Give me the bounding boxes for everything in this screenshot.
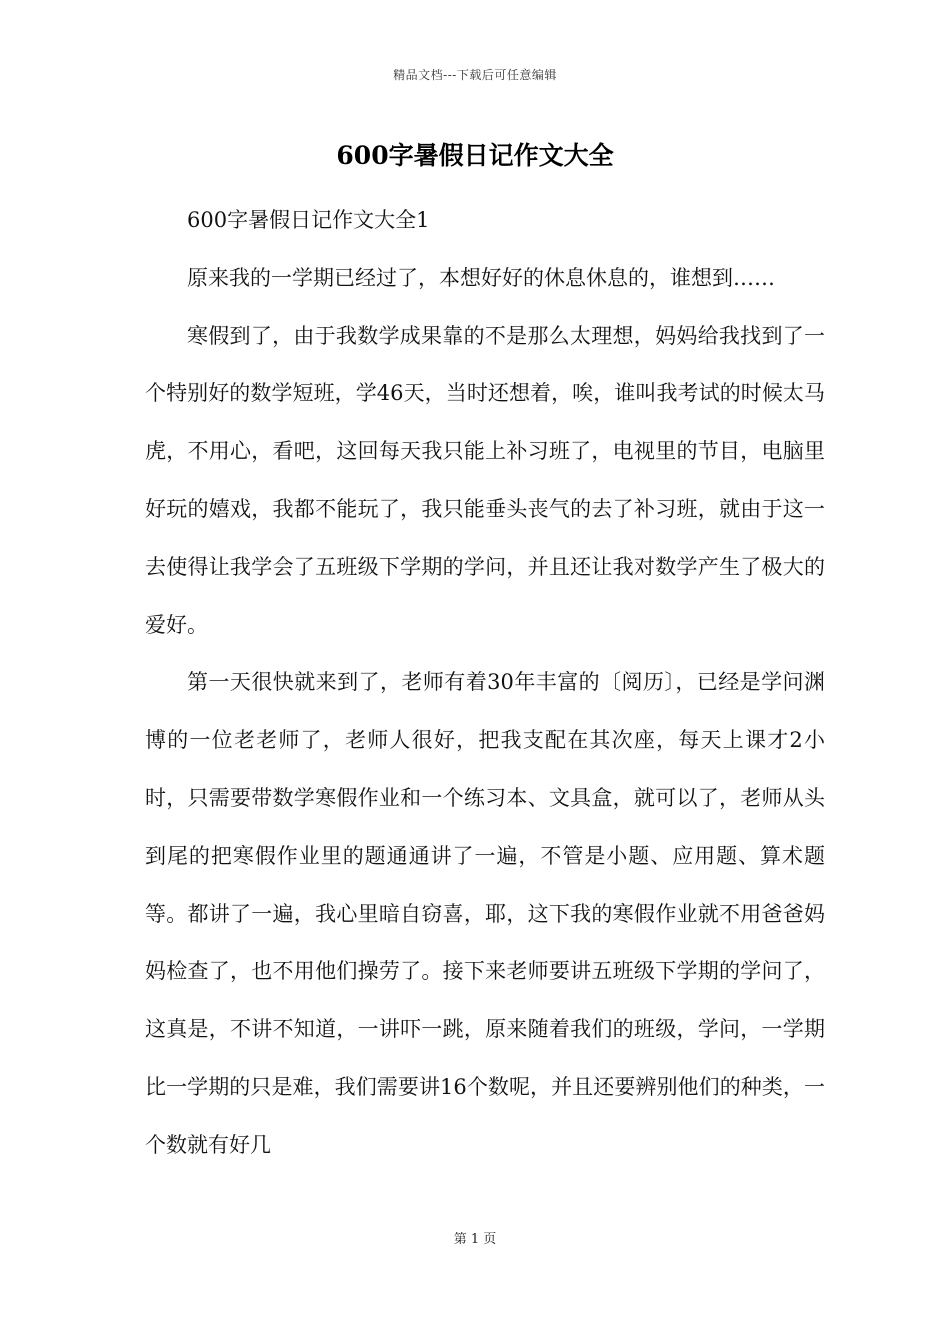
page-header: 精品文档---下载后可任意编辑 [393,68,557,82]
page-number: 第 1 页 [453,1232,497,1247]
document-body [145,192,825,1175]
paragraph-3: 第一天很快就来到了，老师有着30年丰富的〔阅历〕，已经是学问渊博的一位老老师了，老师人很好，把我支配在其次座，每天上课才2小时，只需要带数学寒假作业和一个练习本、文具盒，就可以了，老师从头到尾的把寒假作业里的题通通讲了一遍，不管是小题、应用题、算术题等。都讲了一遍，我心里暗自窃喜，耶，这下我的寒假作业就不用爸爸妈妈检查了，也不用他们操劳了。接下来老师要讲五班级下学期的学问了，这真是，不讲不知道，一讲吓一跳，原来随着我们的班级，学问，一学期比一学期的只是难，我们需要讲16个数呢，并且还要辨别他们的种类，一个数就有好几 [145,670,825,1157]
paragraph-1: 原来我的一学期已经过了，本想好好的休息休息的，谁想到…… [187,265,775,290]
paragraph-2: 寒假到了，由于我数学成果靠的不是那么太理想，妈妈给我找到了一个特别好的数学短班，学46天，当时还想着，唉，谁叫我考试的时候太马虎，不用心，看吧，这回每天我只能上补习班了，电视里的节目，电脑里好玩的嬉戏，我都不能玩了，我只能垂头丧气的去了补习班，就由于这一去使得让我学会了五班级下学期的学问，并且还让我对数学产生了极大的爱好。 [145,323,825,637]
section-subtitle: 600字暑假日记作文大全1 [187,208,430,232]
document-title: 600字暑假日记作文大全 [336,141,614,170]
